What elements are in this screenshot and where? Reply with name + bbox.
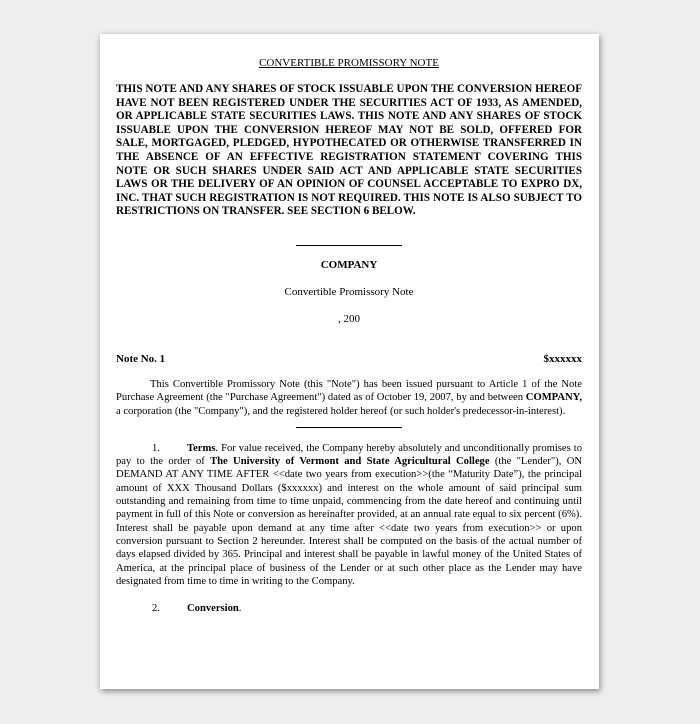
- divider: [296, 245, 402, 246]
- note-amount: $xxxxxx: [543, 352, 582, 365]
- section-1-lender: The University of Vermont and State Agricultural College: [210, 456, 490, 468]
- section-2-number: 2.: [152, 603, 160, 615]
- section-2-period: .: [238, 603, 242, 615]
- document-page: [100, 34, 599, 689]
- intro-paragraph: [116, 378, 582, 418]
- note-header-line: [116, 353, 582, 366]
- section-2-paragraph: [116, 602, 582, 615]
- section-2-heading: Conversion: [187, 603, 239, 615]
- section-1-paragraph: 1. Terms. For value received, the Company hereby absolutely and unconditionally promises to pay to the order of The University of Vermont and State Agricultural College (the "Lender"), ON DEMAND AT ANY TIME AFTER <<date two years from execution>>(the “Maturity Date”), the principal amount of XXX Thousand Dollars ($xxxxxx) and interest on the whole amount of said principal sum outstanding and remaining from time to time unpaid, commencing from the date hereof and continuing until payment in full of this Note or conversion as hereinafter provided, at an annual rate equal to six percent (6%). Interest shall be payable upon demand at any time after <<date two years from execution>> or upon conversion pursuant to Section 2 hereunder. Interest shall be computed on the basis of the actual number of days elapsed divided by 365. Principal and interest shall be payable in lawful money of the United States of America, at the principal place of business of the Lender or at such other place as the Lender may have designated from time to time in writing to the Company.: [116, 442, 583, 587]
- section-1-heading: Terms: [187, 442, 216, 454]
- divider: [296, 427, 402, 428]
- note-number: Note No. 1: [116, 352, 166, 365]
- document-subtitle: Convertible Promissory Note: [284, 285, 414, 298]
- section-1-text-2: (the "Lender"), ON DEMAND AT ANY TIME AFTER <<date two years from execution>>(the “Maturity Date”), the principal amount of XXX Thousand Dollars ($xxxxxx) and interest on the whole amount of said principal sum outstanding and remaining from time to time unpaid, commencing from the date hereof and continuing until payment in full of this Note or conversion as hereinafter provided, at an annual rate equal to six percent (6%). Interest shall be payable upon demand at any time after <<date two years from execution>> or upon conversion pursuant to Section 2 hereunder. Interest shall be computed on the basis of the actual number of days elapsed divided by 365. Principal and interest shall be payable in lawful money of the United States of America, at the principal place of business of the Lender or at such other place as the Lender may have designated from time to time in writing to the Company.: [116, 456, 583, 587]
- section-1-number: 1.: [152, 442, 160, 454]
- intro-text-1: This Convertible Promissory Note (this "Note") has been issued pursuant to Article 1 of the Note Purchase Agreement (the "Purchase Agreement") dated as of October 19, 2007, by and between: [116, 378, 582, 404]
- intro-text-2: a corporation (the "Company"), and the registered holder hereof (or such holder's predecessor-in-interest).: [116, 405, 566, 417]
- company-name: COMPANY: [320, 258, 378, 271]
- document-date: , 200: [338, 312, 360, 325]
- section-1-text-1: For value received, the Company hereby absolutely and unconditionally promises to pay to the order of: [116, 442, 582, 468]
- securities-legend: THIS NOTE AND ANY SHARES OF STOCK ISSUABLE UPON THE CONVERSION HEREOF HAVE NOT BEEN REGISTERED UNDER THE SECURITIES ACT OF 1933, AS AMENDED, OR APPLICABLE STATE SECURITIES LAWS. THIS NOTE AND ANY SHARES OF STOCK ISSUABLE UPON THE CONVERSION HEREOF MAY NOT BE SOLD, OFFERED FOR SALE, MORTGAGED, PLEDGED, HYPOTHECATED OR OTHERWISE TRANSFERRED IN THE ABSENCE OF AN EFFECTIVE REGISTRATION STATEMENT COVERING THIS NOTE OR SUCH SHARES UNDER SAID ACT AND APPLICABLE STATE SECURITIES LAWS OR THE DELIVERY OF AN OPINION OF COUNSEL ACCEPTABLE TO EXPRO DX, INC. THAT SUCH REGISTRATION IS NOT REQUIRED. THIS NOTE IS ALSO SUBJECT TO RESTRICTIONS ON TRANSFER. SEE SECTION 6 BELOW.: [116, 83, 582, 218]
- document-title: CONVERTIBLE PROMISSORY NOTE: [259, 57, 439, 69]
- intro-company: COMPANY,: [525, 392, 582, 404]
